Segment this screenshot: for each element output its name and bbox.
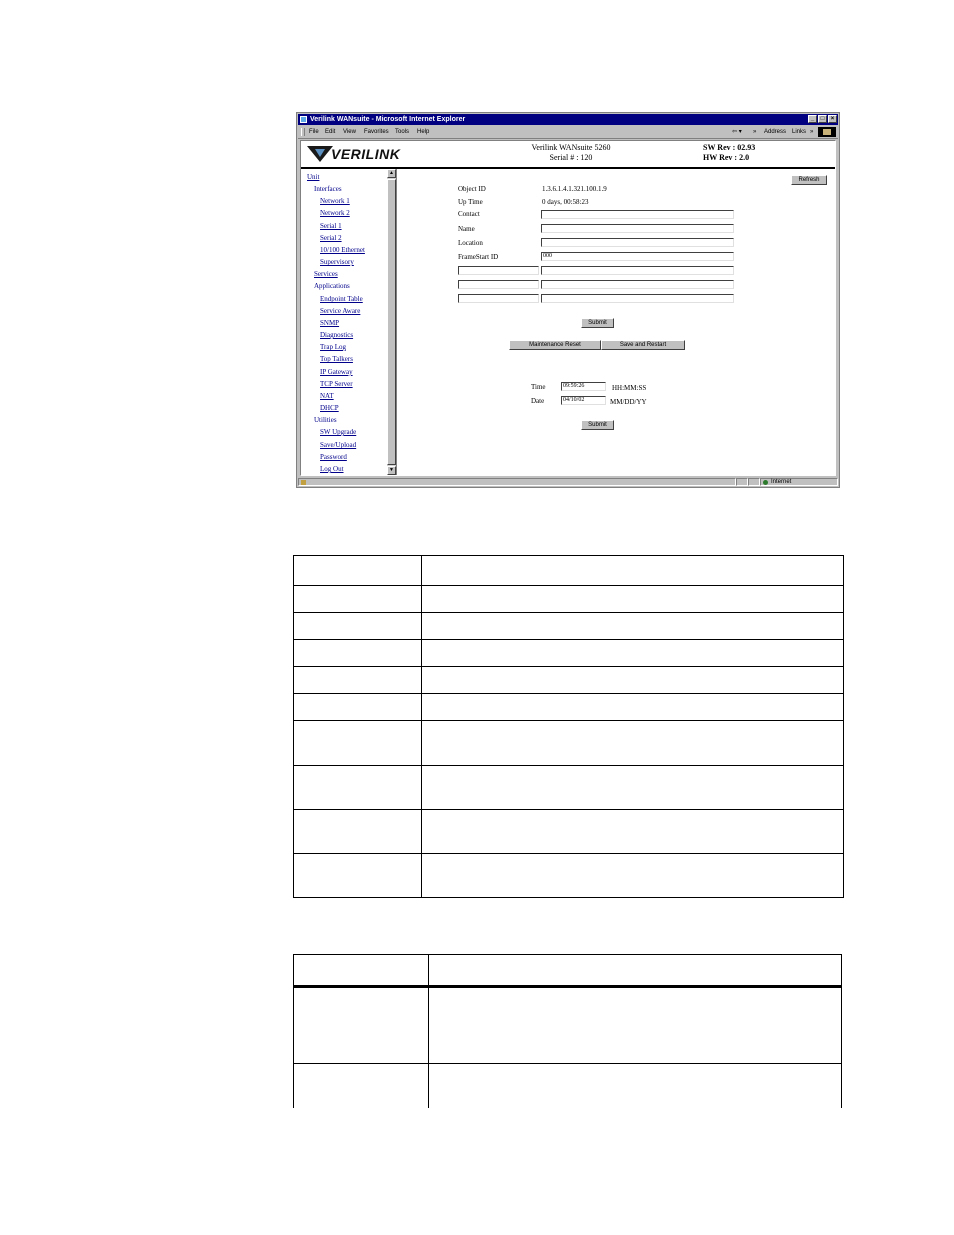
table-header-divider — [294, 985, 841, 988]
zone-pane — [760, 478, 838, 486]
submit-button[interactable]: Submit — [581, 318, 614, 328]
submit-time-button[interactable]: Submit — [581, 420, 614, 430]
table-cell — [422, 667, 844, 694]
ie-icon — [300, 116, 307, 123]
table-row — [294, 721, 844, 765]
hw-revision: HW Rev : 2.0 — [703, 153, 750, 162]
nav-services[interactable]: Services — [314, 270, 338, 278]
revision-info — [703, 143, 755, 163]
zone-label: Internet — [771, 479, 792, 485]
nav-trap-log[interactable]: Trap Log — [320, 343, 346, 351]
nav-save-upload[interactable]: Save/Upload — [320, 441, 357, 449]
table-header-cell — [294, 556, 422, 586]
table-cell — [294, 721, 422, 765]
time-label: Time — [531, 383, 546, 391]
toolbar-grip — [301, 128, 305, 136]
back-button[interactable]: ⇦ ▾ — [732, 129, 742, 135]
maximize-button[interactable]: □ — [818, 115, 827, 123]
table-row — [294, 809, 844, 853]
menu-bar — [298, 126, 838, 139]
scroll-down-icon[interactable]: ▼ — [387, 466, 396, 475]
nav-utilities: Utilities — [314, 416, 337, 424]
minimize-button[interactable]: _ — [808, 115, 817, 123]
time-format: HH:MM:SS — [612, 384, 647, 392]
table-row — [294, 586, 844, 613]
nav-ip-gateway[interactable]: IP Gateway — [320, 368, 353, 376]
menu-favorites[interactable]: Favorites — [364, 129, 389, 135]
table-cell — [294, 586, 422, 613]
nav-top-talkers[interactable]: Top Talkers — [320, 355, 353, 363]
page-icon — [301, 480, 306, 485]
nav-log-out[interactable]: Log Out — [320, 465, 344, 473]
status-text-pane — [298, 478, 736, 486]
date-label: Date — [531, 397, 545, 405]
serial-number: Serial # : 120 — [549, 153, 593, 162]
nav-diagnostics[interactable]: Diagnostics — [320, 331, 354, 339]
table-row — [294, 667, 844, 694]
table-row-divider — [294, 1063, 841, 1064]
save-and-restart-button[interactable]: Save and Restart — [601, 340, 685, 350]
table-cell — [422, 586, 844, 613]
status-bar — [298, 477, 838, 487]
table-cell — [294, 765, 422, 809]
nav-dhcp[interactable]: DHCP — [320, 404, 339, 412]
table-cell — [422, 721, 844, 765]
nav-scrollbar[interactable] — [387, 169, 396, 475]
table-cell — [294, 613, 422, 640]
menu-edit[interactable]: Edit — [325, 129, 336, 135]
uptime-label: Up Time — [458, 198, 483, 206]
links-label[interactable]: Links — [792, 129, 807, 135]
product-name: Verilink WANsuite 5260 — [531, 143, 611, 152]
table-cell — [294, 667, 422, 694]
object-id-label: Object ID — [458, 185, 486, 193]
name-label: Name — [458, 225, 475, 233]
date-format: MM/DD/YY — [610, 398, 647, 406]
system-form — [397, 169, 835, 475]
framestart-label: FrameStart ID — [458, 253, 499, 261]
left-nav — [301, 169, 397, 475]
table-row — [294, 640, 844, 667]
name-field[interactable] — [541, 224, 734, 233]
menu-help[interactable]: Help — [417, 129, 430, 135]
contact-field[interactable] — [541, 210, 734, 219]
verilink-mark-icon — [307, 146, 333, 162]
table-row — [294, 853, 844, 897]
table-cell — [294, 853, 422, 897]
nav-ethernet[interactable]: 10/100 Ethernet — [320, 246, 365, 254]
table-column-divider — [428, 955, 429, 1108]
uptime-value: 0 days, 00:58:23 — [542, 198, 589, 206]
nav-service-aware[interactable]: Service Aware — [320, 307, 361, 315]
custom-label-field-3[interactable] — [458, 294, 539, 303]
internet-zone-icon — [763, 480, 768, 485]
nav-network-1[interactable]: Network 1 — [320, 197, 350, 205]
status-pane-3 — [748, 478, 760, 486]
framestart-field[interactable]: 000 — [541, 252, 734, 261]
table-row — [294, 765, 844, 809]
toolbar-chevron[interactable]: » — [753, 129, 757, 135]
date-field[interactable]: 04/10/02 — [561, 396, 606, 405]
nav-serial-2[interactable]: Serial 2 — [320, 234, 342, 242]
menu-view[interactable]: View — [343, 129, 356, 135]
address-label[interactable]: Address — [764, 129, 787, 135]
status-pane-2 — [736, 478, 748, 486]
field-description-table — [293, 555, 844, 898]
scroll-up-icon[interactable]: ▲ — [387, 169, 396, 178]
table-header-row — [294, 556, 844, 586]
page-viewport — [300, 140, 836, 476]
window-title: Verilink WANsuite - Microsoft Internet Explorer — [310, 116, 466, 123]
nav-network-2[interactable]: Network 2 — [320, 209, 350, 217]
menu-tools[interactable]: Tools — [395, 129, 410, 135]
links-chevron[interactable]: » — [810, 129, 814, 135]
maintenance-reset-button[interactable]: Maintenance Reset — [509, 340, 601, 350]
location-label: Location — [458, 239, 483, 247]
table-header-cell — [422, 556, 844, 586]
table-cell — [294, 809, 422, 853]
nav-applications: Applications — [314, 282, 350, 290]
table-row — [294, 694, 844, 721]
table-row — [294, 613, 844, 640]
nav-interfaces: Interfaces — [314, 185, 342, 193]
nav-password[interactable]: Password — [320, 453, 347, 461]
time-field[interactable]: 09:59:26 — [561, 382, 606, 391]
table-cell — [422, 853, 844, 897]
nav-endpoint-table[interactable]: Endpoint Table — [320, 295, 363, 303]
nav-supervisory[interactable]: Supervisory — [320, 258, 354, 266]
browser-window — [296, 112, 840, 488]
table-cell — [422, 613, 844, 640]
nav-unit[interactable]: Unit — [307, 173, 320, 181]
refresh-button[interactable]: Refresh — [791, 175, 827, 185]
button-description-table — [293, 954, 842, 1108]
custom-value-field-3[interactable] — [541, 294, 734, 303]
nav-serial-1[interactable]: Serial 1 — [320, 222, 342, 230]
custom-value-field-1[interactable] — [541, 266, 734, 275]
sw-revision: SW Rev : 02.93 — [703, 143, 756, 152]
table-cell — [422, 694, 844, 721]
table-cell — [422, 640, 844, 667]
logo-text: VERILINK — [331, 146, 401, 162]
object-id-value: 1.3.6.1.4.1.321.100.1.9 — [542, 185, 607, 193]
menu-file[interactable]: File — [309, 129, 319, 135]
scroll-thumb[interactable] — [387, 179, 396, 465]
location-field[interactable] — [541, 238, 734, 247]
close-button[interactable]: × — [828, 115, 837, 123]
custom-value-field-2[interactable] — [541, 280, 734, 289]
windows-logo-icon — [818, 127, 836, 137]
nav-snmp[interactable]: SNMP — [320, 319, 340, 327]
table-cell — [422, 809, 844, 853]
custom-label-field-2[interactable] — [458, 280, 539, 289]
product-info — [491, 143, 651, 163]
contact-label: Contact — [458, 210, 480, 218]
nav-nat[interactable]: NAT — [320, 392, 334, 400]
nav-sw-upgrade[interactable]: SW Upgrade — [320, 428, 357, 436]
table-cell — [294, 694, 422, 721]
title-bar — [298, 114, 838, 125]
table-cell — [294, 640, 422, 667]
custom-label-field-1[interactable] — [458, 266, 539, 275]
header-banner — [301, 141, 835, 169]
table-cell — [422, 765, 844, 809]
nav-tcp-server[interactable]: TCP Server — [320, 380, 353, 388]
